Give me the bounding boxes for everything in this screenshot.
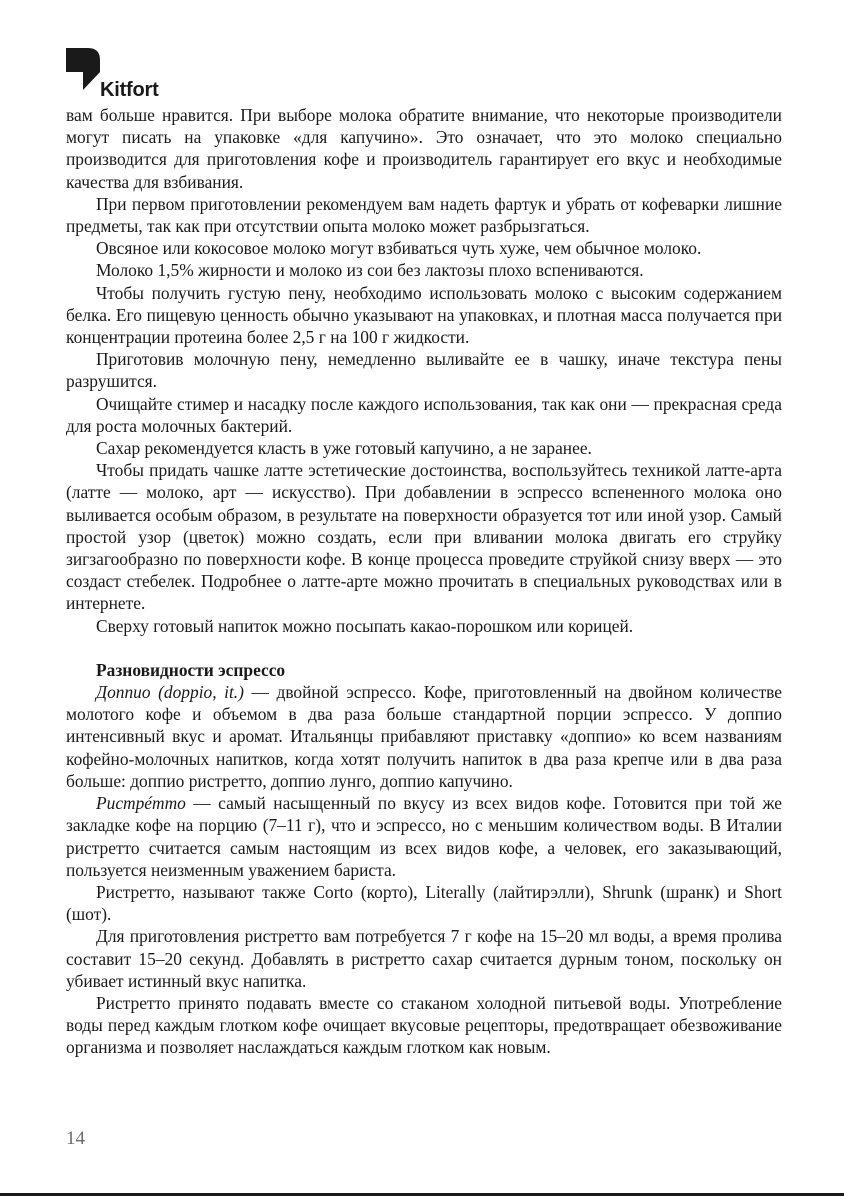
paragraph: вам больше нравится. При выборе молока обратите внимание, что некоторые производители могут писать на упаковке «для капучино». Это означает, что это молоко специально производится для приготовления кофе и производитель гарантирует его вкус и необходимые качества для взбивания.	[66, 105, 782, 192]
paragraph: Приготовив молочную пену, немедленно выливайте ее в чашку, иначе текстура пены разрушится.	[66, 349, 782, 392]
logo-text: Kitfort	[100, 79, 159, 101]
paragraph: Сахар рекомендуется класть в уже готовый капучино, а не заранее.	[96, 438, 592, 459]
paragraph: Для приготовления ристретто вам потребуется 7 г кофе на 15–20 мл воды, а время пролива составит 15–20 секунд. Добавлять в ристретто сахар считается дурным тоном, поскольку он убивает истинный вкус напитка.	[66, 926, 782, 991]
kitfort-mark-icon	[66, 48, 100, 90]
paragraph: Овсяное или кокосовое молоко могут взбиваться чуть хуже, чем обычное молоко.	[96, 238, 702, 259]
paragraph: Чтобы придать чашке латте эстетические достоинства, воспользуйтесь техникой латте-арта (латте — молоко, арт — искусство). При добавлении в эспрессо вспененного молока оно выливается особым образом, в результате на поверхности образуется тот или иной узор. Самый простой узор (цветок) можно создать, если при вливании молока двигать его струйку зигзагообразно по поверхности кофе. В конце процесса проведите струйкой снизу вверх — это создаст стебелек. Подробнее о латте-арте можно прочитать в специальных руководствах или в интернете.	[66, 460, 782, 614]
body-text	[66, 104, 782, 1059]
section-heading: Разновидности эспрессо	[96, 659, 286, 680]
term-doppio: Доппио (doppio, it.)	[96, 682, 244, 703]
paragraph: Очищайте стимер и насадку после каждого использования, так как они — прекрасная среда для роста молочных бактерий.	[66, 393, 782, 436]
paragraph-ristretto	[66, 792, 782, 881]
paragraph: Чтобы получить густую пену, необходимо использовать молоко с высоким содержанием белка. Его пищевую ценность обычно указывают на упаковках, и плотная масса получается при концентрации протеина более 2,5 г на 100 г жидкости.	[66, 282, 782, 348]
paragraph: Ристретто, называют также Corto (корто), Literally (лайтирэлли), Shrunk (шранк) и Short (шот).	[66, 881, 782, 925]
ristretto-description: — самый насыщенный по вкусу из всех видов кофе. Готовится при той же закладке кофе на порцию (7–11 г), что и эспрессо, но с меньшим количеством воды. В Италии ристретто считается самым настоящим из всех видов кофе, а человек, его заказывающий, пользуется неизменным уважением бариста.	[66, 793, 782, 880]
paragraph: При первом приготовлении рекомендуем вам надеть фартук и убрать от кофеварки лишние предметы, так как при отсутствии опыта молоко может разбрызгаться.	[66, 193, 782, 237]
paragraph-doppio	[66, 681, 782, 792]
page-number: 14	[66, 1128, 85, 1149]
term-ristretto: Ристрéтто	[96, 793, 186, 814]
paragraph: Ристретто принято подавать вместе со стаканом холодной питьевой воды. Употребление воды перед каждым глотком кофе очищает вкусовые рецепторы, предотвращает обезвоживание организма и позволяет наслаждаться каждым глотком как новым.	[66, 992, 782, 1058]
section-spacer	[66, 637, 782, 659]
paragraph: Молоко 1,5% жирности и молоко из сои без лактозы плохо вспениваются.	[96, 260, 644, 281]
paragraph: Сверху готовый напиток можно посыпать какао-порошком или корицей.	[96, 615, 634, 636]
kitfort-logo	[66, 44, 206, 104]
doppio-description: — двойной эспрессо. Кофе, приготовленный на двойном количестве молотого кофе и объемом в два раза больше стандартной порции эспрессо. У доппио интенсивный вкус и аромат. Итальянцы прибавляют приставку «доппио» ко всем названиям кофейно-молочных напитков, когда хотят получить напиток в два раза крепче или в два раза больше: доппио ристретто, доппио лунго, доппио капучино.	[66, 682, 782, 791]
